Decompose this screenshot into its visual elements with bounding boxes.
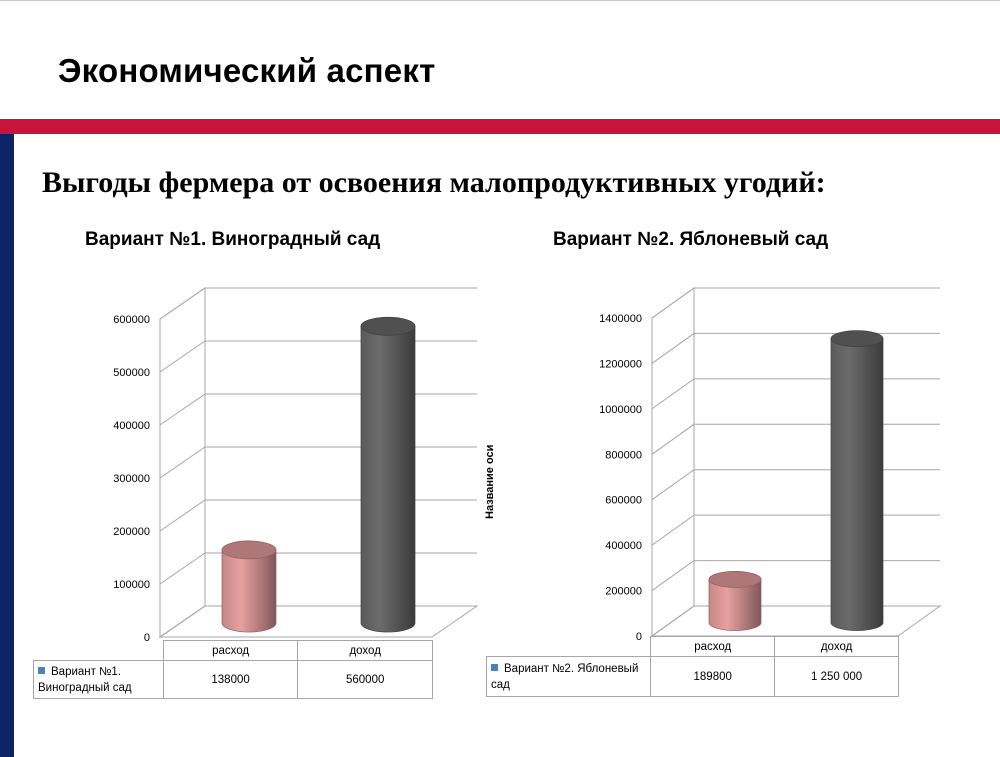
y-tick-label: 1200000 [599, 358, 642, 371]
chart2-plot [480, 270, 960, 650]
slide-title: Экономический аспект [58, 52, 436, 89]
chart2-axis-title: Название оси [484, 444, 496, 519]
bar-top-расход [709, 571, 761, 587]
table-corner [34, 641, 164, 661]
table-corner [487, 637, 651, 657]
side-wall [652, 288, 694, 636]
gridline [652, 288, 940, 318]
gridline [160, 394, 477, 425]
table-legend-entry [487, 657, 651, 697]
table-value: 560000 [298, 661, 433, 699]
gridline [652, 561, 940, 591]
chart1-title: Вариант №1. Виноградный сад [85, 229, 381, 250]
series-name: Вариант №1. Виноградный сад [38, 665, 132, 694]
y-tick-label: 600000 [605, 494, 642, 507]
y-tick-label: 400000 [605, 540, 642, 553]
table-value: 189800 [651, 657, 775, 697]
y-tick-label: 100000 [113, 579, 150, 591]
top-border [0, 0, 1000, 1]
chart2-data-table [486, 636, 899, 697]
table-value: 138000 [163, 661, 298, 699]
chart2-title: Вариант №2. Яблоневый сад [553, 229, 829, 250]
table-value: 1 250 000 [775, 657, 899, 697]
y-tick-label: 1000000 [599, 403, 642, 416]
bar-расход [222, 550, 276, 632]
y-tick-label: 800000 [605, 449, 642, 462]
y-tick-label: 300000 [113, 473, 150, 485]
table-legend-entry [34, 661, 164, 699]
gridline [160, 606, 477, 637]
y-tick-label: 200000 [113, 526, 150, 538]
gridline [160, 553, 477, 584]
chart1-data-table [33, 640, 433, 699]
table-category: расход [163, 641, 298, 661]
bar-доход [361, 326, 415, 632]
gridline [160, 288, 477, 319]
floor [160, 606, 477, 637]
legend-key [491, 664, 498, 671]
slide-subtitle: Выгоды фермера от освоения малопродуктивных угодий: [42, 166, 826, 199]
bar-top-доход [831, 331, 883, 347]
y-tick-label: 600000 [113, 314, 150, 326]
y-tick-label: 500000 [113, 367, 150, 379]
bar-доход [831, 339, 883, 631]
floor [652, 606, 940, 636]
y-tick-label: 1400000 [599, 313, 642, 325]
gridline [160, 447, 477, 478]
table-category: доход [298, 641, 433, 661]
legend-key [38, 667, 45, 674]
gridline [652, 515, 940, 545]
red-band [0, 119, 1000, 134]
y-tick-label: 400000 [113, 420, 150, 432]
chart1-plot [0, 270, 480, 650]
gridline [160, 341, 477, 372]
table-category: расход [651, 637, 775, 657]
y-tick-label: 0 [635, 631, 642, 643]
y-tick-label: 0 [143, 632, 150, 644]
gridline [652, 333, 940, 363]
series-name: Вариант №2. Яблоневый сад [491, 662, 639, 691]
y-tick-label: 200000 [605, 585, 642, 598]
gridline [652, 606, 940, 636]
bar-top-доход [361, 317, 415, 335]
gridline [652, 424, 940, 454]
gridline [652, 470, 940, 500]
bar-top-расход [222, 541, 276, 559]
gridline [652, 379, 940, 409]
table-category: доход [775, 637, 899, 657]
gridline [160, 500, 477, 531]
